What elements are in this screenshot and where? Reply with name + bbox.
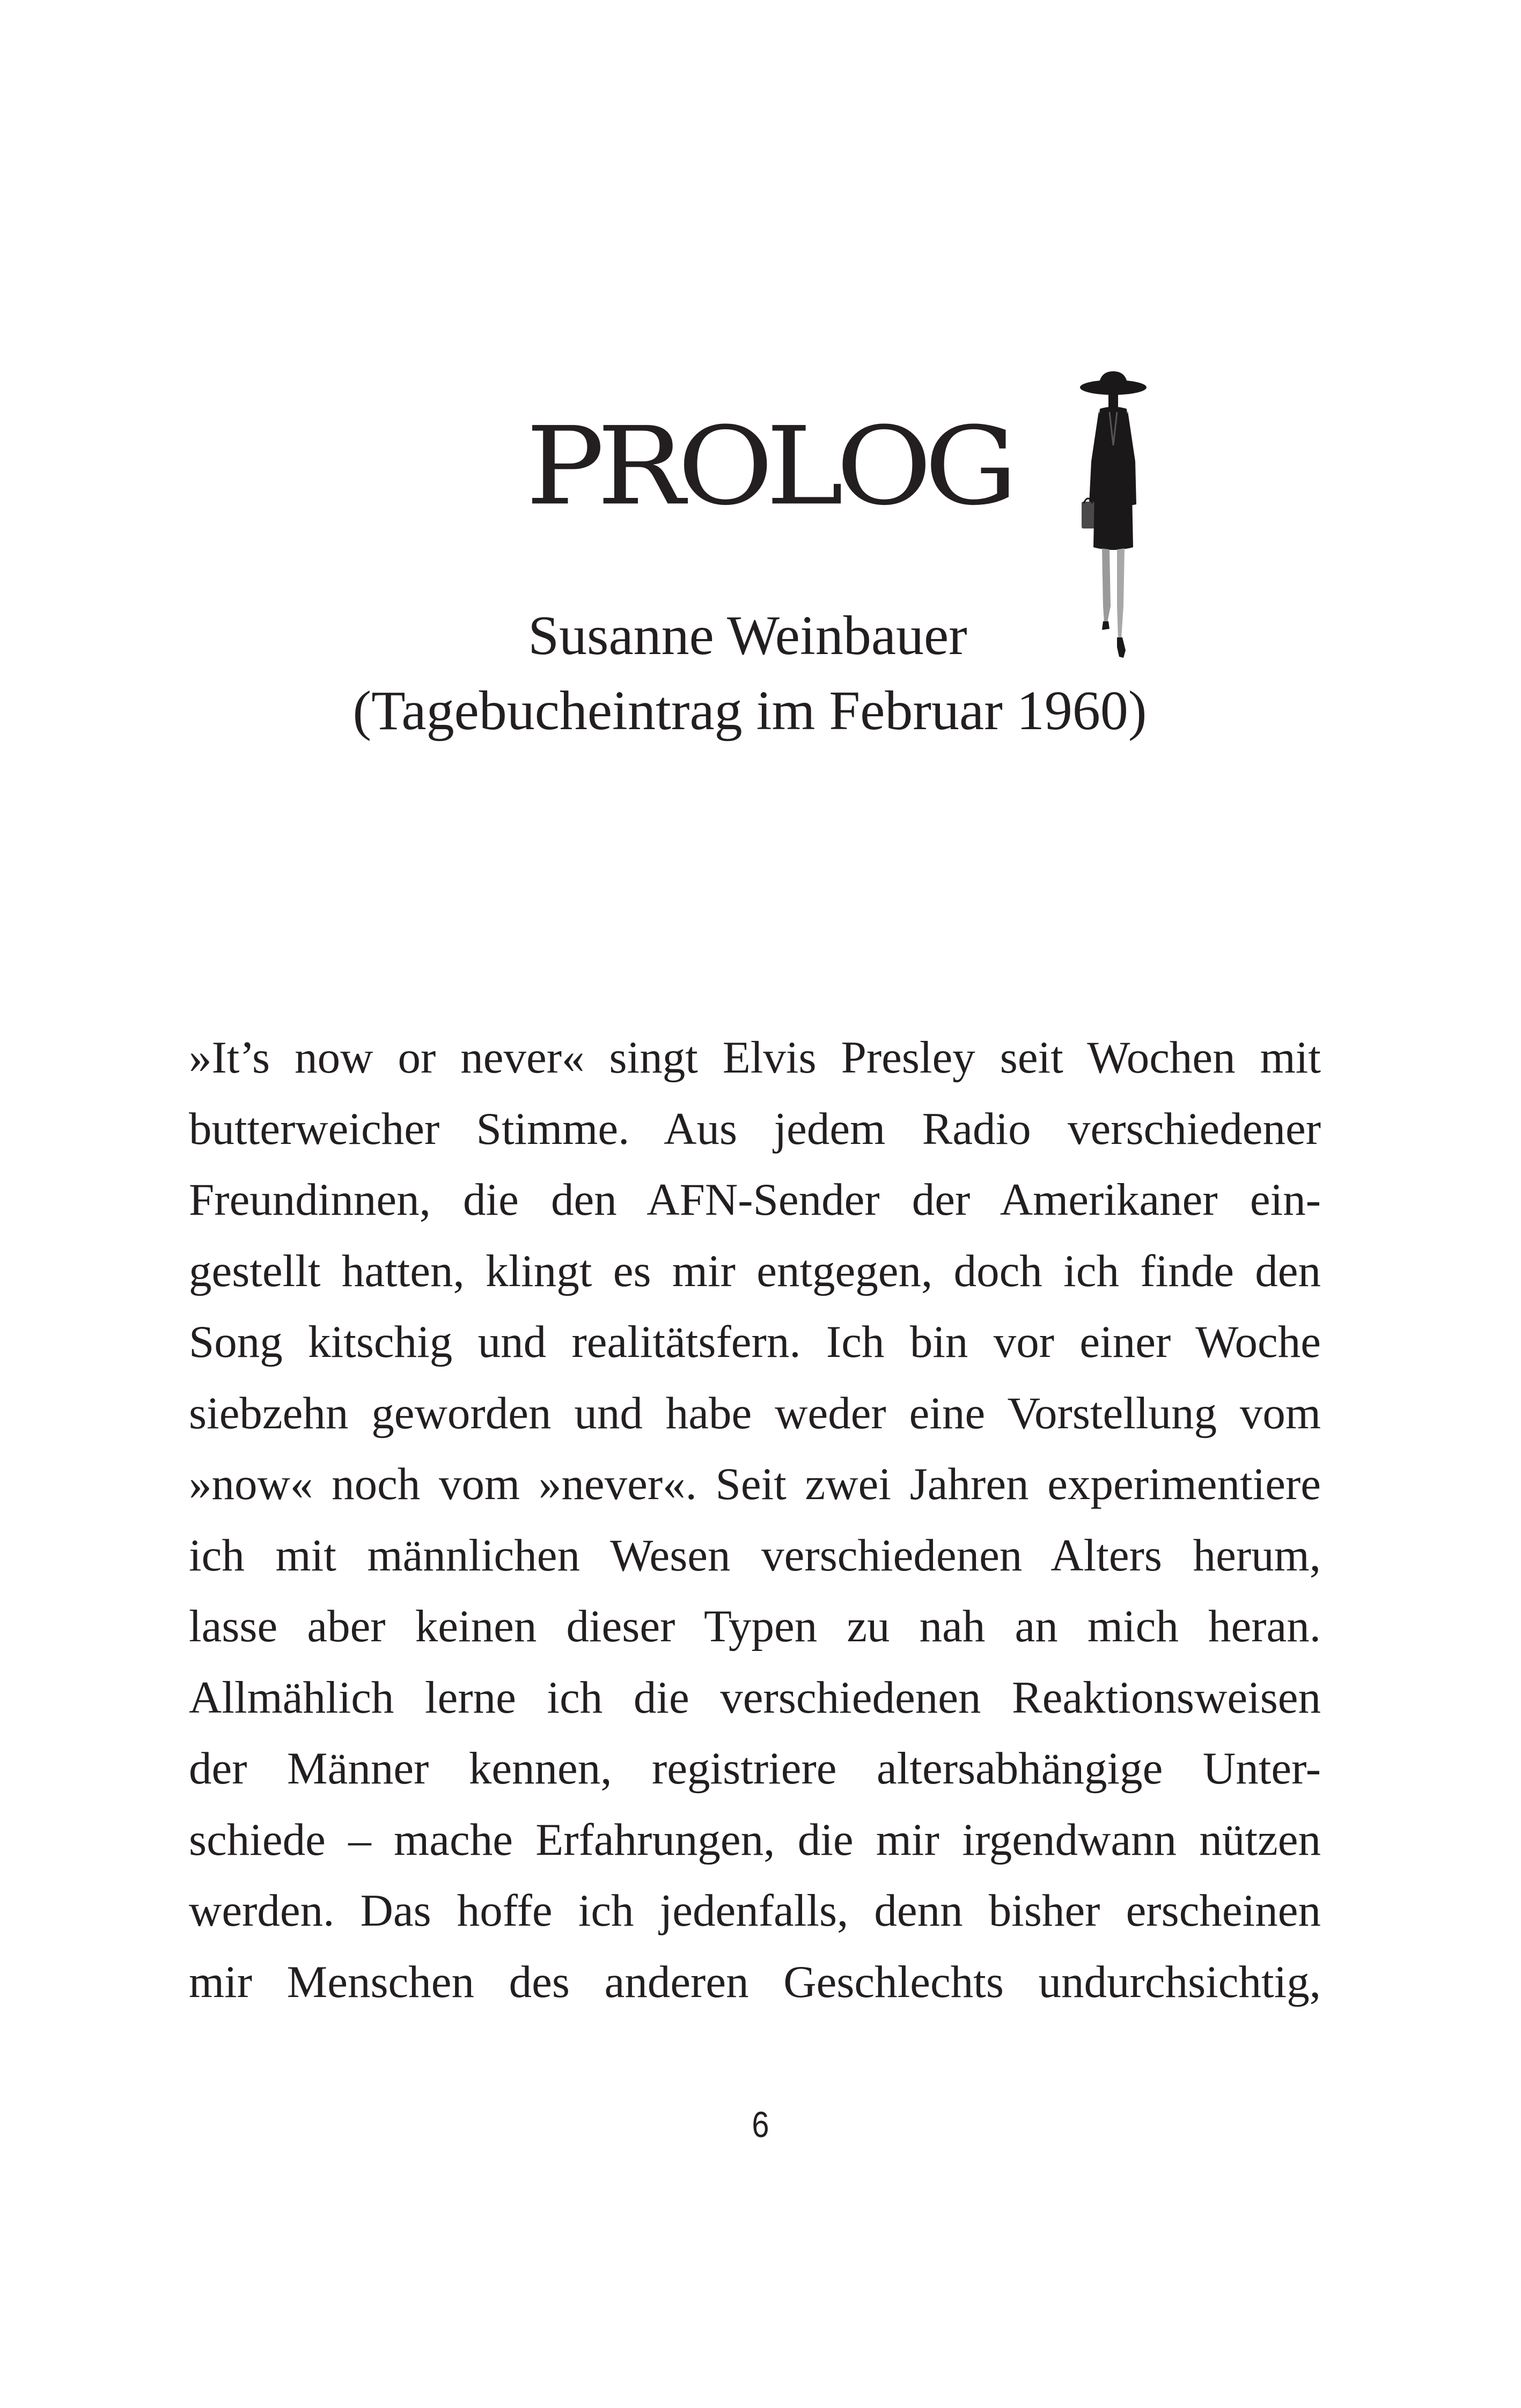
- text-line: der Männer kennen, registriere altersabhängige Unter-: [189, 1743, 1321, 1794]
- page-number: 6: [752, 2104, 769, 2145]
- text-line: Song kitschig und realitätsfern. Ich bin vor einer Woche: [189, 1317, 1321, 1367]
- text-line: schiede – mache Erfahrungen, die mir irgendwann nützen: [189, 1814, 1321, 1865]
- chapter-note: (Tagebucheintrag im Februar 1960): [352, 680, 1147, 742]
- body-text: [189, 1022, 1321, 2017]
- chapter-title: PROLOG: [526, 404, 1011, 530]
- text-line: siebzehn geworden und habe weder eine Vorstellung vom: [189, 1387, 1321, 1438]
- text-line: ich mit männlichen Wesen verschiedenen Alters herum,: [189, 1530, 1321, 1581]
- text-line: Freundinnen, die den AFN-Sender der Amerikaner ein-: [189, 1174, 1321, 1225]
- text-line: butterweicher Stimme. Aus jedem Radio verschiedener: [189, 1103, 1321, 1154]
- text-line: Allmählich lerne ich die verschiedenen Reaktionsweisen: [189, 1672, 1321, 1723]
- text-line: mir Menschen des anderen Geschlechts undurchsichtig,: [189, 1956, 1321, 2007]
- text-line: gestellt hatten, klingt es mir entgegen, doch ich finde den: [189, 1245, 1321, 1296]
- text-line: »It’s now or never« singt Elvis Presley seit Wochen mit: [189, 1032, 1321, 1083]
- chapter-author: Susanne Weinbauer: [528, 605, 967, 666]
- text-line: werden. Das hoffe ich jedenfalls, denn bisher erscheinen: [189, 1885, 1321, 1936]
- text-line: »now« noch vom »never«. Seit zwei Jahren experimentiere: [189, 1459, 1321, 1509]
- text-line: lasse aber keinen dieser Typen zu nah an mich heran.: [189, 1601, 1321, 1651]
